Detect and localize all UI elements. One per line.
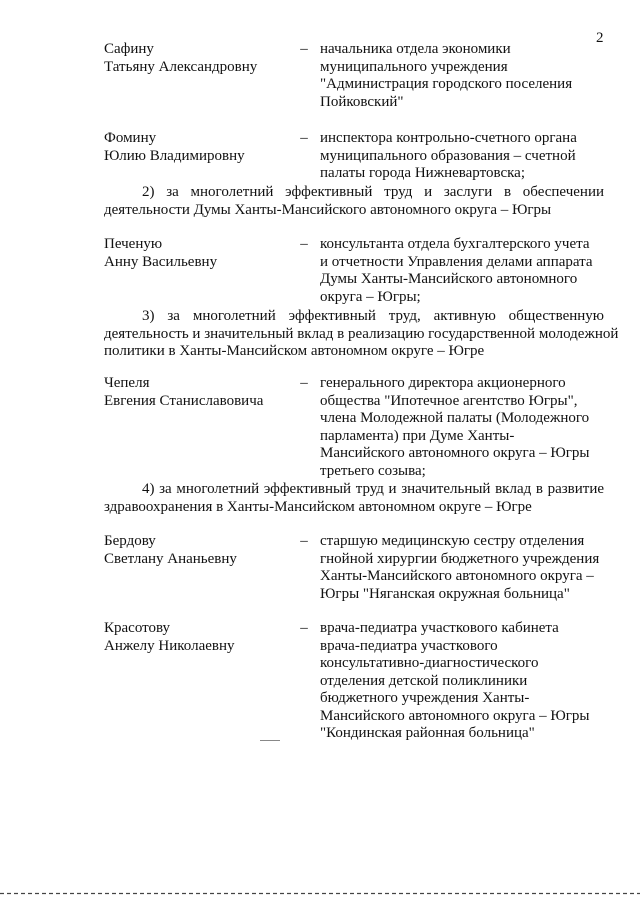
description-line: Югры "Няганская окружная больница" xyxy=(320,585,570,602)
award-category-paragraph xyxy=(104,184,604,219)
paragraph-line: здравоохранения в Ханты-Мансийском автономном округе – Югре xyxy=(104,498,532,515)
description-line: "Администрация городского поселения xyxy=(320,76,573,92)
surname: Сафину xyxy=(104,41,154,57)
description-line: "Кондинская районная больница" xyxy=(320,725,535,741)
person-name xyxy=(104,533,294,568)
award-category-paragraph xyxy=(104,481,604,516)
person-name xyxy=(104,620,294,655)
description-line: парламента) при Думе Ханты- xyxy=(320,427,515,444)
separator-dash: – xyxy=(300,236,308,252)
description-line: третьего созыва; xyxy=(320,462,426,479)
person-name xyxy=(104,375,294,410)
description-line: бюджетного учреждения Ханты- xyxy=(320,690,530,706)
description-line: члена Молодежной палаты (Молодежного xyxy=(320,410,590,426)
position-description xyxy=(320,620,610,743)
paragraph-line: 3) за многолетний эффективный труд, активную общественную xyxy=(142,308,604,324)
given-names: Светлану Ананьевну xyxy=(104,550,237,567)
surname: Красотову xyxy=(104,620,171,636)
description-line: врача-педиатра участкового кабинета xyxy=(320,620,559,636)
description-line: Ханты-Мансийского автономного округа – xyxy=(320,568,594,584)
position-description xyxy=(320,41,610,111)
paragraph-line: 4) за многолетний эффективный труд и значительный вклад в развитие xyxy=(142,481,604,497)
description-line: инспектора контрольно-счетного органа xyxy=(320,130,577,146)
page-number: 2 xyxy=(596,30,604,46)
description-line: Мансийского автономного округа – Югры xyxy=(320,445,590,461)
position-description xyxy=(320,533,610,603)
separator-dash: – xyxy=(300,375,308,391)
person-name xyxy=(104,41,294,76)
paragraph-line: деятельность и значительный вклад в реализацию государственной молодежной xyxy=(104,325,619,342)
surname: Печеную xyxy=(104,236,163,252)
description-line: округа – Югры; xyxy=(320,288,421,305)
description-line: Мансийского автономного округа – Югры xyxy=(320,707,590,724)
position-description xyxy=(320,375,610,480)
paragraph-line: 2) за многолетний эффективный труд и заслуги в обеспечении xyxy=(142,184,604,200)
separator-dash: – xyxy=(300,533,308,549)
description-line: муниципального образования – счетной xyxy=(320,147,576,164)
description-line: отделения детской поликлиники xyxy=(320,672,528,689)
bottom-dashed-rule xyxy=(0,892,640,895)
position-description xyxy=(320,236,610,306)
description-line: муниципального учреждения xyxy=(320,58,508,75)
description-line: Думы Ханты-Мансийского автономного xyxy=(320,271,578,287)
description-line: палаты города Нижневартовска; xyxy=(320,165,525,181)
separator-dash: – xyxy=(300,620,308,636)
description-line: и отчетности Управления делами аппарата xyxy=(320,253,593,270)
description-line: общества "Ипотечное агентство Югры", xyxy=(320,392,578,409)
given-names: Татьяну Александровну xyxy=(104,58,258,75)
description-line: старшую медицинскую сестру отделения xyxy=(320,533,585,549)
description-line: врача-педиатра участкового xyxy=(320,637,498,654)
separator-dash: – xyxy=(300,130,308,146)
surname: Бердову xyxy=(104,533,156,549)
paragraph-line: деятельности Думы Ханты-Мансийского автономного округа – Югры xyxy=(104,201,552,218)
paragraph-line: политики в Ханты-Мансийском автономном округе – Югре xyxy=(104,343,485,359)
person-name xyxy=(104,130,294,165)
given-names: Юлию Владимировну xyxy=(104,147,245,164)
surname: Фомину xyxy=(104,130,157,146)
description-line: начальника отдела экономики xyxy=(320,41,511,57)
description-line: Пойковский" xyxy=(320,93,404,110)
given-names: Анну Васильевну xyxy=(104,253,218,270)
description-line: гнойной хирургии бюджетного учреждения xyxy=(320,550,600,567)
position-description xyxy=(320,130,610,183)
given-names: Евгения Станиславовича xyxy=(104,392,264,409)
award-category-paragraph xyxy=(104,308,619,361)
surname: Чепеля xyxy=(104,375,150,391)
given-names: Анжелу Николаевну xyxy=(104,637,235,654)
person-name xyxy=(104,236,294,271)
description-line: консультанта отдела бухгалтерского учета xyxy=(320,236,590,252)
separator-dash: – xyxy=(300,41,308,57)
scan-mark xyxy=(260,740,280,741)
description-line: консультативно-диагностического xyxy=(320,655,539,671)
description-line: генерального директора акционерного xyxy=(320,375,566,391)
